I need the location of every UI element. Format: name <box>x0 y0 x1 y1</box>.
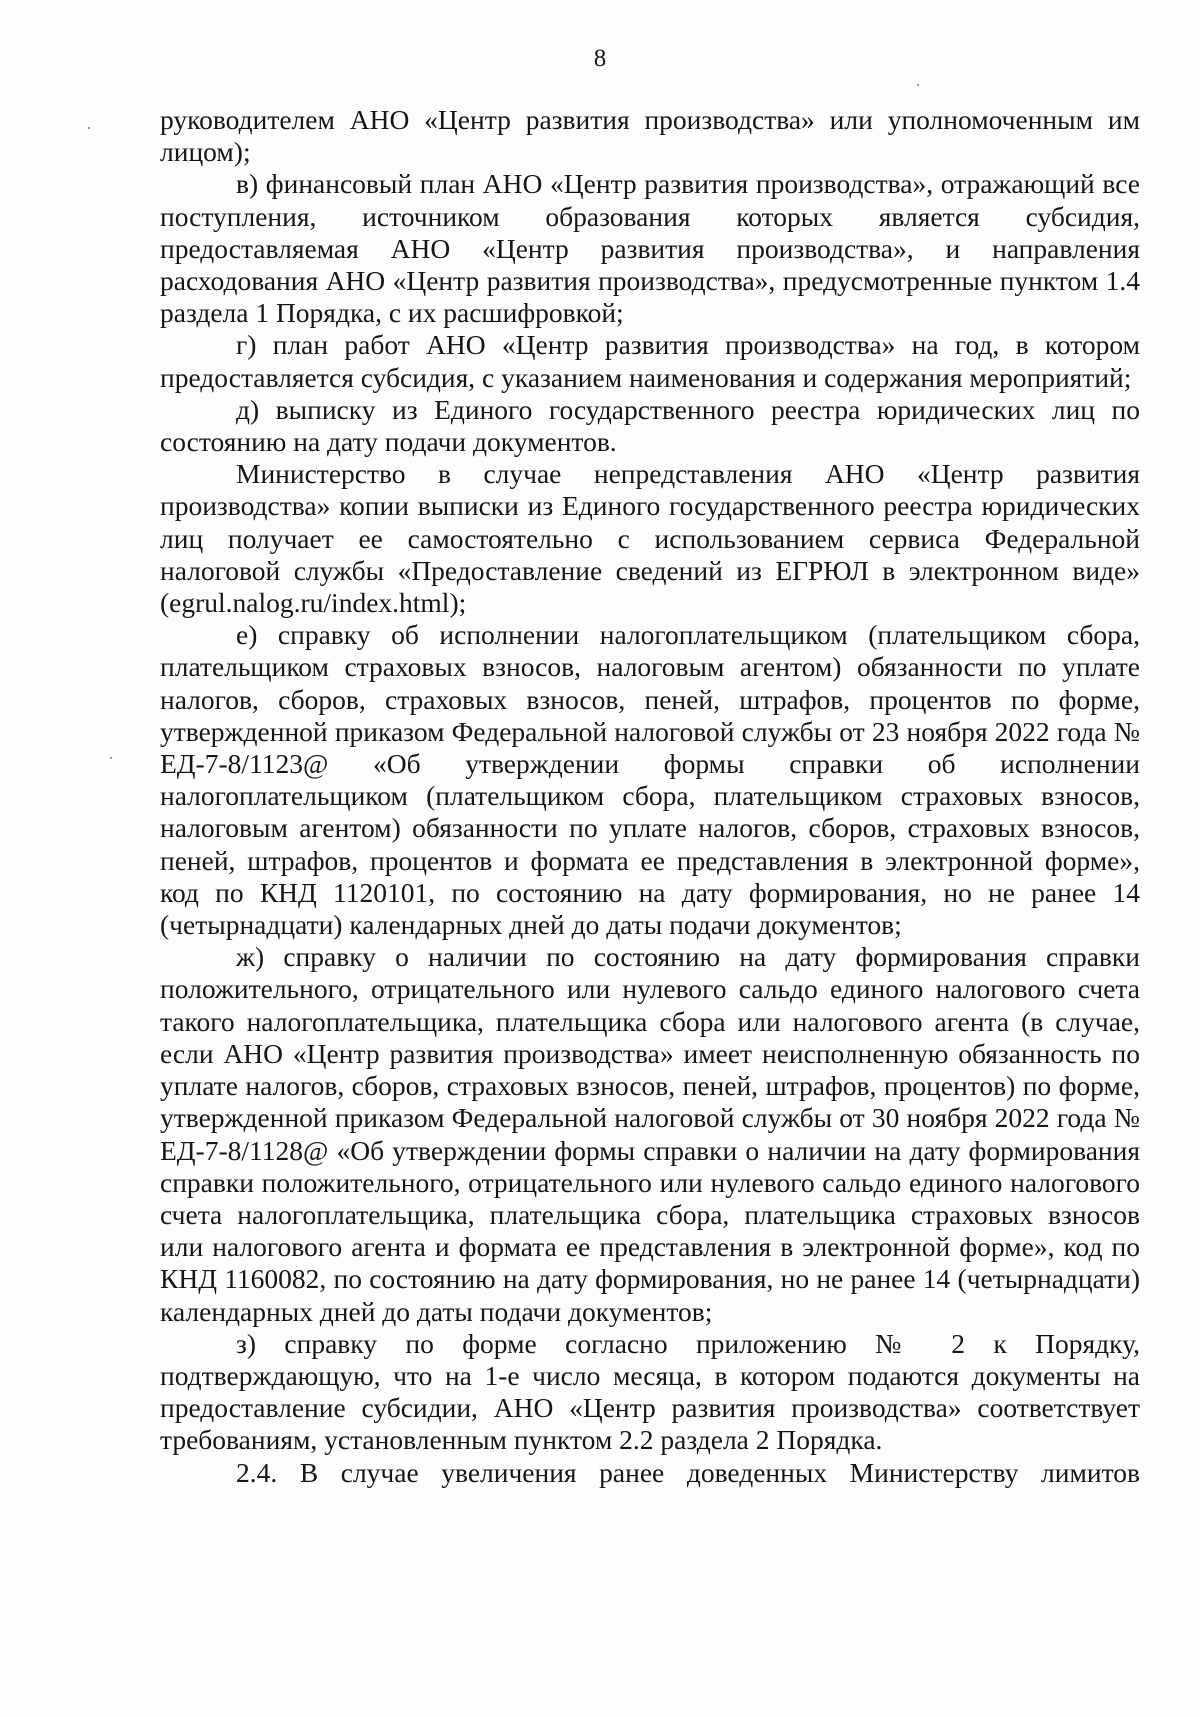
paragraph-2-4: 2.4. В случае увеличения ранее доведенных Министерству лимитов <box>236 1456 1140 1488</box>
paragraph-item-d-egrul-extract: д) выписку из Единого государственного реестра юридических лиц по состоянию на дату подачи документов. <box>160 393 1140 458</box>
page-number: 8 <box>593 45 607 72</box>
scan-speck <box>917 84 919 86</box>
paragraph-item-e-tax-certificate: е) справку об исполнении налогоплательщиком (плательщиком сбора, плательщиком страховых взносов, налоговым агентом) обязанности по уплате налогов, сборов, страховых взносов, пеней, штрафов, процентов по форме, утвержденной приказом Федеральной налоговой службы от 23 ноября 2022 года № ЕД-7-8/1123@ «Об утверждении формы справки об исполнении налогоплательщиком (плательщиком сбора, плательщиком страховых взносов, налоговым агентом) обязанности по уплате налогов, сборов, страховых взносов, пеней, штрафов, процентов и формата ее представления в электронной форме», код по КНД 1120101, по состоянию на дату формирования, но не ранее 14 (четырнадцати) календарных дней до даты подачи документов; <box>160 619 1140 941</box>
paragraph-ministry-egrul: Министерство в случае непредставления АНО «Центр развития производства» копии выписки из Единого государственного реестра юридических лиц получает ее самостоятельно с использованием сервиса Федеральной налоговой службы «Предоставление сведений из ЕГРЮЛ в электронном виде» (egrul.nalog.ru/index.html); <box>160 458 1140 619</box>
scan-speck <box>88 127 90 129</box>
paragraph-item-v-financial-plan: в) финансовый план АНО «Центр развития производства», отражающий все поступления, источником образования которых является субсидия, предоставляемая АНО «Центр развития производства», и направления расходования АНО «Центр развития производства», предусмотренные пунктом 1.4 раздела 1 Порядка, с их расшифровкой; <box>160 168 1140 329</box>
paragraph-item-zh-balance-certificate: ж) справку о наличии по состоянию на дату формирования справки положительного, отрицательного или нулевого сальдо единого налогового счета такого налогоплательщика, плательщика сбора или налогового агента (в случае, если АНО «Центр развития производства» имеет неисполненную обязанность по уплате налогов, сборов, страховых взносов, пеней, штрафов, процентов) по форме, утвержденной приказом Федеральной налоговой службы от 30 ноября 2022 года № ЕД-7-8/1128@ «Об утверждении формы справки о наличии на дату формирования справки положительного, отрицательного или нулевого сальдо единого налогового счета налогоплательщика, плательщика сбора, плательщика страховых взносов или налогового агента и формата ее представления в электронной форме», код по КНД 1160082, по состоянию на дату формирования, но не ранее 14 (четырнадцати) календарных дней до даты подачи документов; <box>160 941 1140 1327</box>
paragraph-item-g-work-plan: г) план работ АНО «Центр развития производства» на год, в котором предоставляется субсидия, с указанием наименования и содержания мероприятий; <box>160 329 1140 393</box>
scan-speck <box>110 757 112 759</box>
document-body <box>160 104 1140 1489</box>
paragraph-item-z-appendix-certificate: з) справку по форме согласно приложению № 2 к Порядку, подтверждающую, что на 1-е число месяца, в котором подаются документы на предоставление субсидии, АНО «Центр развития производства» соответствует требованиям, установленным пунктом 2.2 раздела 2 Порядка. <box>160 1327 1140 1456</box>
paragraph-continuation: руководителем АНО «Центр развития производства» или уполномоченным им лицом); <box>160 104 1140 168</box>
